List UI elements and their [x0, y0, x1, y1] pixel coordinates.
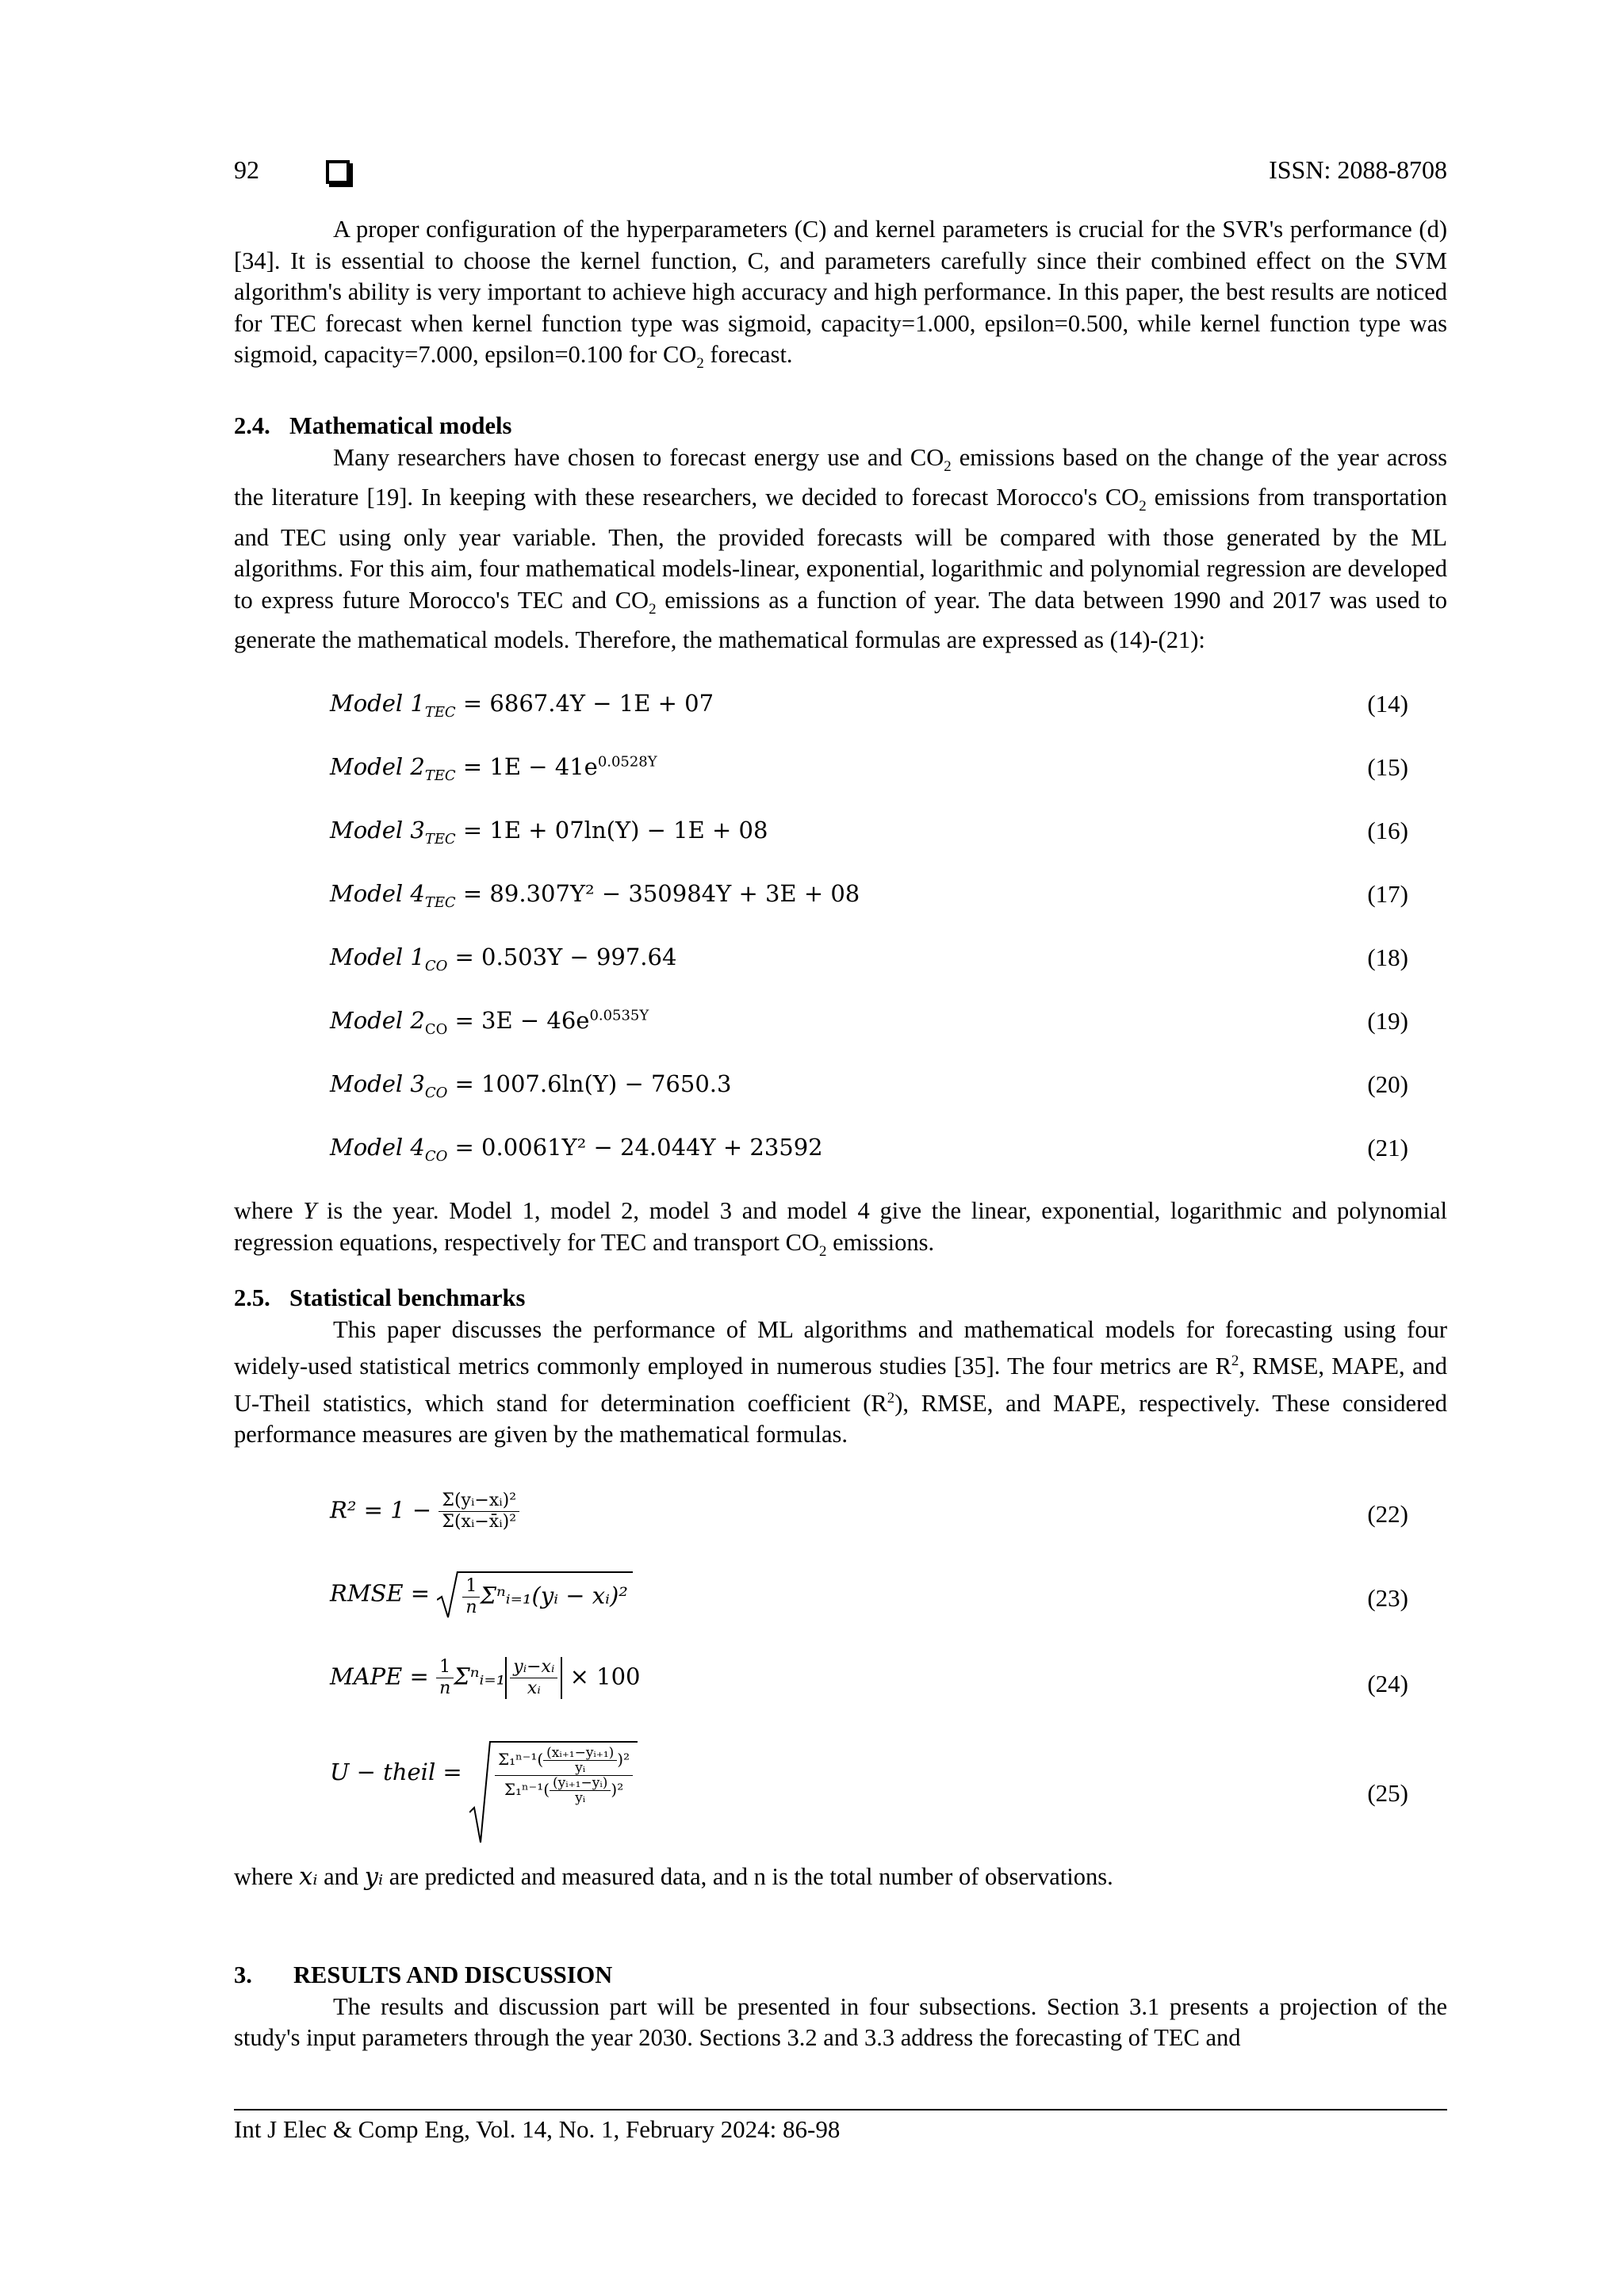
equation-number: (18) [1367, 943, 1408, 971]
checkbox-square-icon [326, 160, 350, 184]
radical-sign-icon [469, 1741, 492, 1844]
paragraph-variables: where xᵢ and yᵢ are predicted and measured data, and n is the total number of observations. [234, 1863, 1113, 1891]
equation-number: (20) [1367, 1070, 1408, 1098]
equation-number: (16) [1367, 817, 1408, 844]
equation-22: R² = 1 − $\frac{\text{Σ(yᵢ−xᵢ)²}}{\text{Σ(xᵢ−x̄ᵢ)²}}$ (22) [330, 1490, 1408, 1532]
equation-number: (21) [1367, 1134, 1408, 1161]
section-heading-3: 3. RESULTS AND DISCUSSION [234, 1961, 613, 1988]
equation-number: (17) [1367, 880, 1408, 908]
paragraph-results-intro: The results and discussion part will be presented in four subsections. Section 3.1 presents a projection of the study's input parameters through the year 2030. Sections 3.2 and 3.3 address the forecasting of TEC and [234, 1992, 1447, 2051]
equation-14: Model $1_{TEC} = 6867.4Y - 1E + 07$ (14) [330, 690, 1408, 721]
equation-19: Model $2_{CO} = 3E - 46e^{0.0535Y}$ (19) [330, 1007, 1408, 1038]
section-heading-2-4 [234, 411, 1447, 442]
section-title: Mathematical models [289, 412, 512, 439]
section-3 [234, 1960, 1447, 2054]
radical-sign-icon [437, 1571, 459, 1619]
equation-number: (15) [1367, 753, 1408, 781]
equation-number: (19) [1367, 1007, 1408, 1035]
subscript: 2 [696, 355, 704, 373]
equation-21: Model $4_{CO} = 0.0061Y^2 - 24.044Y + 23592$ (21) [330, 1134, 1408, 1165]
equation-number: (14) [1367, 690, 1408, 718]
equation-25: U − theil = Σ₁ⁿ⁻¹( $\frac{\text{(xᵢ₊₁−yᵢ₊₁)}}{\text{yᵢ}}$ )² Σ₁ⁿ⁻¹( $\frac{\text{(yᵢ₊₁−yᵢ)}}{\text{yᵢ}}$ )² (25) [330, 1741, 1408, 1852]
footer-rule [234, 2109, 1447, 2110]
section-2-4 [234, 411, 1447, 656]
paragraph-svr-config [234, 214, 1447, 380]
equation-18: Model $1_{CO} = 0.503Y - 997.64$ (18) [330, 943, 1408, 974]
paragraph-math-models: Many researchers have chosen to forecast energy use and $CO_2$ emissions based on the change of the year across the literature [19]. In keeping with these researchers, we decided to forecast Morocco's $CO_2$ emissions from transportation and TEC using only year variable. Then, the provided forecasts will be compared with those generated by the ML algorithms. For this aim, four mathematical models-linear, exponential, logarithmic and polynomial regression are developed to express future Morocco's TEC and $CO_2$ emissions as a function of year. The data between 1990 and 2017 was used to generate the mathematical models. Therefore, the mathematical formulas are expressed as (14)-(21): [234, 443, 1447, 654]
equation-23: RMSE = $\frac{1}{n}$ Σⁿᵢ₌₁(yᵢ − xᵢ)² (23) [330, 1571, 1408, 1627]
section-2-5 [234, 1283, 1447, 1451]
paragraph-benchmarks: This paper discusses the performance of ML algorithms and mathematical models for forecasting using four widely-used statistical metrics commonly employed in numerous studies [35]. The four metrics are $R^2$, RMSE, MAPE, and U-Theil statistics, which stand for determination coefficient $(R^2)$, RMSE, and MAPE, respectively. These considered performance measures are given by the mathematical formulas. [234, 1315, 1447, 1448]
equation-16: Model $3_{TEC} = 1E + 07\ln(Y) - 1E + 08$ (16) [330, 817, 1408, 848]
paragraph-model-explanation: where Y is the year. Model 1, model 2, model 3 and model 4 give the linear, exponential, logarithmic and polynomial regression equations, respectively for TEC and transport $CO_2$ emissions. [234, 1197, 1447, 1260]
page-header [234, 155, 1447, 193]
page-footer: Int J Elec & Comp Eng, Vol. 14, No. 1, February 2024: 86-98 [234, 2115, 841, 2143]
section-number: 2.4. [234, 412, 270, 439]
equation-20: Model $3_{CO} = 1007.6\ln(Y) - 7650.3$ (20) [330, 1070, 1408, 1101]
issn-label: ISSN: 2088-8708 [1269, 155, 1447, 184]
section-heading-2-5: 2.5. Statistical benchmarks [234, 1284, 526, 1311]
equation-17: Model $4_{TEC} = 89.307Y^2 - 350984Y + 3E + 08$ (17) [330, 880, 1408, 911]
equation-24: MAPE = $\frac{1}{n}$ Σⁿᵢ₌₁ $\frac{\text{yᵢ−xᵢ}}{\text{xᵢ}}$ × 100 (24) [330, 1657, 1408, 1698]
para1-end: forecast. [703, 341, 793, 368]
para1-text: A proper configuration of the hyperparameters (C) and kernel parameters is crucial for the SVR's performance (d) [34]. It is essential to choose the kernel function, C, and parameters carefully since their combined effect on the SVM algorithm's ability is very important to achieve high accuracy and high performance. In this paper, the best results are noticed for TEC forecast when kernel function type was sigmoid, capacity=1.000, epsilon=0.500, while kernel function type was sigmoid, capacity=7.000, epsilon=0.100 for CO [234, 216, 1447, 368]
equation-15: Model $2_{TEC} = 1E - 41e^{0.0528Y}$ (15) [330, 753, 1408, 784]
page-number: 92 [234, 155, 259, 184]
